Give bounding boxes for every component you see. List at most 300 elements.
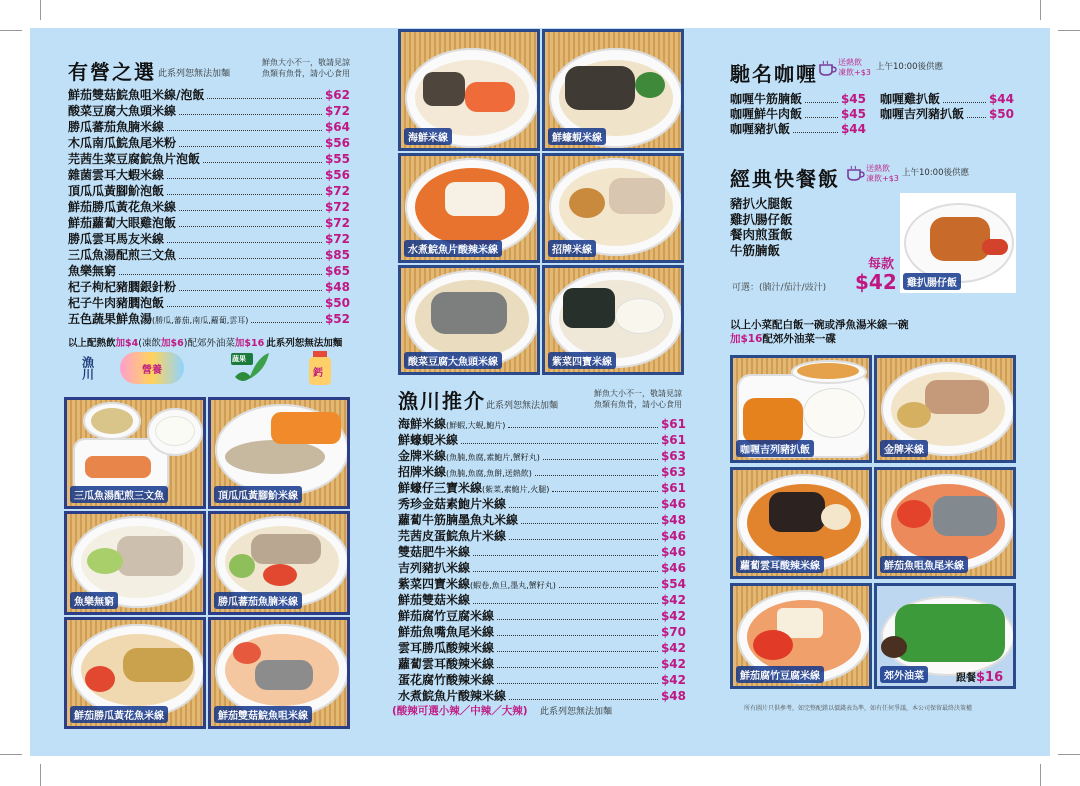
item-name: 咖喱牛筋腩飯 [730,92,803,106]
food-photo [208,397,350,509]
item-detail: (勝瓜,蕃茄,南瓜,蘿蔔,雲耳) [152,316,249,325]
leader-dots [179,114,322,115]
item-price: $72 [324,232,350,246]
addon-note [68,335,342,349]
menu-item [68,199,350,215]
greens [895,604,1005,662]
leader-dots [473,603,658,604]
menu-item [398,560,686,576]
item-name: 水煮鯇魚片酸辣米線 [398,689,507,703]
addon-price: 加$16 [234,338,265,349]
addon-price: 加$6 [160,338,184,349]
photo-caption: 勝瓜蕃茄魚腩米線 [214,592,302,609]
fish-balls [615,298,665,334]
tomato [85,666,115,692]
leader-dots [497,635,658,636]
photo-caption: 紫菜四寶米線 [548,352,616,369]
greens [87,548,123,574]
leader-dots [167,130,322,131]
food-photo [730,355,872,463]
item-name: 杞子枸杞豬膶銀針粉 [68,280,177,294]
item-price: $42 [660,657,686,671]
logo-row [68,348,350,390]
recommended-list [68,87,350,327]
menu-item [730,107,866,122]
menu-item [68,151,350,167]
item-name: 咖喱豬扒飯 [730,122,791,136]
curry-list-right [880,92,1014,122]
fish-belly [925,380,989,414]
photo-caption: 水煮鯇魚片酸辣米線 [404,240,502,257]
item-price: $56 [324,168,350,182]
curry [743,398,803,444]
sauce-options: 可選：(腩汁/茄汁/豉汁) [732,283,827,293]
item-price: $61 [660,433,686,447]
addon-text: 跟餐 [956,673,976,684]
wood-ear [769,492,825,532]
food-photo [874,355,1016,463]
tomato [233,642,261,664]
menu-item [68,87,350,103]
item-price: $46 [660,529,686,543]
item-name: 招牌米線 [398,465,447,479]
item-price: $64 [324,120,350,134]
food-photo [398,153,540,263]
leader-dots [509,539,658,540]
item-name: 雜菌雲耳大蝦米線 [68,168,165,182]
menu-item [68,231,350,247]
item-name: 勝瓜雲耳馬友米線 [68,232,165,246]
fishery-list [398,416,686,704]
crop-mark [1058,30,1080,31]
spice-options: (酸辣可選小辣／中辣／大辣) [392,705,528,717]
soup [91,408,133,434]
hot-drink-icon [846,165,866,181]
menu-item [398,592,686,608]
item-price: $55 [324,152,350,166]
menu-item [68,279,350,295]
fish [225,440,325,474]
combo-line [730,332,909,346]
leader-dots [179,146,322,147]
item-name: 鮮茄勝瓜黃花魚米線 [68,200,177,214]
addon-text: 以上配熱飲 [68,338,116,349]
section-note: 此系列恕無法加麵 [158,69,231,79]
leader-dots [967,117,986,118]
food-photo [542,29,684,151]
tomato [263,564,297,586]
photo-caption: 蘿蔔雲耳酸辣米線 [736,556,824,573]
crop-mark [40,764,41,786]
item-name: 芫茜生菜豆腐鯇魚片泡飯 [68,152,201,166]
sauce [881,636,907,658]
item-name: 蘿蔔雲耳酸辣米線 [398,657,495,671]
leader-dots [179,290,322,291]
crop-mark [0,30,22,31]
leader-dots [497,651,658,652]
food-photo [542,265,684,375]
item-name: 三瓜魚湯配煎三文魚 [68,248,177,262]
menu-item [68,135,350,151]
item-name: 雙菇肥牛米線 [398,545,471,559]
clams [423,72,465,106]
item-price: $42 [660,609,686,623]
warning-line: 魚類有魚骨，請小心食用 [262,69,350,78]
shrimp [465,82,515,112]
item-name: 蘿蔔牛筋腩墨魚丸米線 [398,513,519,527]
menu-item [398,512,686,528]
item-price: $56 [324,136,350,150]
menu-item [398,544,686,560]
leader-dots [473,555,658,556]
item-name: 咖喱雞扒飯 [880,92,941,106]
item-price: $48 [324,280,350,294]
food-photo [64,397,206,509]
addon-price: $16 [976,670,1004,685]
rice [155,416,195,446]
section-note: 此系列恕無法加麵 [486,401,559,411]
yellow-croaker [123,648,193,682]
item-price: $61 [660,481,686,495]
leader-dots [521,523,658,524]
pumpkin [271,412,341,444]
menu-item: 雞扒腸仔飯 [730,211,793,227]
section-title-recommended: 有營之選 [68,60,156,84]
menu-item [398,624,686,640]
menu-item [398,528,686,544]
leader-dots [793,132,838,133]
badge-line: 送熱飲 [866,164,890,173]
photo-caption: 三瓜魚湯配煎三文魚 [70,486,168,503]
serving-time: 上午10:00後供應 [876,62,943,72]
leader-dots [179,226,322,227]
disclaimer: 所有圖片只供參考，如完整配錯以價錢表為準，如有任何爭議，本公司保留最終決策權 [744,705,973,712]
food-photo [874,467,1016,579]
crop-mark [1040,0,1041,20]
leader-dots [805,102,838,103]
item-name: 紫菜四寶米線 [398,577,471,591]
vegetable-logo [228,348,274,388]
item-name: 鮮茄雙菇鯇魚咀米線/泡飯 [68,88,205,102]
food-photo [64,511,206,615]
logo-text: 蔬果 [232,355,246,363]
leader-dots [497,619,658,620]
warning-line: 魚類有魚骨，請小心食用 [594,400,682,409]
serving-time: 上午10:00後供應 [902,168,969,178]
item-name: 鮮蠔蜆米線 [398,433,459,447]
combo-text: 配郊外油菜一碟 [762,333,836,345]
menu-item: 牛筋腩飯 [730,242,781,258]
menu-item [398,640,686,656]
warning-line: 鮮魚大小不一，敬請見諒 [262,58,350,67]
item-name: 海鮮米線 [398,417,447,431]
item-name: 魚樂無窮 [68,264,117,278]
chicken-chop [930,217,990,261]
sausage [982,239,1008,255]
combo-line: 以上小菜配白飯一碗或淨魚湯米線一碗 [730,319,909,331]
food-photo [398,265,540,375]
crop-mark [0,754,22,755]
item-price: $46 [660,497,686,511]
item-name: 芫茜皮蛋鯇魚片米線 [398,529,507,543]
item-name: 鮮茄蘿蔔大眼雞泡飯 [68,216,177,230]
leader-dots [167,306,322,307]
fish-belly [609,178,665,214]
photo-caption: 鮮茄雙菇鯇魚咀米線 [214,706,312,723]
food-photo [64,617,206,729]
rice [803,388,865,438]
photo-caption: 招牌米線 [548,240,596,257]
menu-item [68,263,350,279]
photo-caption: 頂瓜瓜黃腳魪米線 [214,486,302,503]
photo-caption: 酸菜豆腐大魚頭米線 [404,352,502,369]
item-detail: (蝦卷,魚旦,墨丸,蟹籽丸) [470,581,556,590]
item-name: 吉列豬扒米線 [398,561,471,575]
fish-cake [569,188,605,218]
fish-head [933,496,997,536]
photo-caption: 郊外油菜 [880,666,928,683]
item-price: $72 [324,104,350,118]
item-price: $48 [660,513,686,527]
leader-dots [943,102,986,103]
curry-list-left [730,92,866,137]
section-title-fishery: 漁川推介 [398,389,486,413]
photo-caption: 魚樂無窮 [70,592,118,609]
menu-item [68,119,350,135]
item-price: $42 [660,593,686,607]
leader-dots [179,210,322,211]
seaweed [563,288,615,328]
menu-item [68,295,350,311]
item-detail: (鮮蝦,大蜆,鮑片) [446,421,506,430]
badge-line: 送熱飲 [838,58,862,67]
fast-food-list [730,196,793,258]
per-item-label: 每款 [868,257,895,272]
cilantro [635,72,665,98]
leader-dots [805,117,838,118]
item-price: $44 [988,92,1014,106]
menu-item [68,183,350,199]
menu-item [68,167,350,183]
leader-dots [203,162,322,163]
item-detail: (魚腩,魚腐,魚餅,送熱飲) [446,469,532,478]
food-photo [730,583,872,689]
menu-item [398,496,686,512]
menu-item [398,448,686,464]
tomato [753,630,793,660]
leader-dots [509,699,658,700]
fish [251,534,321,564]
menu-item [398,480,686,496]
fish-balls [897,402,931,428]
drink-badge [866,164,899,184]
addon-price: 加$4 [115,338,139,349]
leader-dots [473,571,658,572]
food-photo [542,153,684,263]
leader-dots [508,427,658,428]
item-price: $72 [324,184,350,198]
calcium-logo [304,348,336,388]
menu-item [398,416,686,432]
fast-food-price: $42 [855,270,897,294]
menu-item [880,107,1014,122]
item-price: $52 [324,312,350,326]
item-name: 鮮蠔仔三寶米線 [398,481,483,495]
food-photo [730,467,872,579]
drink-badge [838,58,871,78]
fish-warning [594,388,682,410]
addon-text: 此系列恕無法加麵 [266,338,343,349]
item-price: $46 [660,561,686,575]
leader-dots [167,178,322,179]
food-photo [900,193,1016,293]
menu-item [398,688,686,704]
item-price: $72 [324,200,350,214]
menu-item [68,311,350,327]
item-price: $63 [660,465,686,479]
menu-item: 豬扒火腿飯 [730,196,793,211]
addon-text: (凍飲 [138,338,161,349]
item-detail: (紫菜,素鮑片,火腿) [482,485,550,494]
item-price: $61 [660,417,686,431]
leader-dots [543,459,658,460]
crop-mark [40,0,41,20]
warning-line: 鮮魚大小不一，敬請見諒 [594,389,682,398]
item-name: 頂瓜瓜黃腳魪泡飯 [68,184,165,198]
combo-note [730,318,909,346]
item-name: 鮮茄雙菇米線 [398,593,471,607]
crop-mark [1058,754,1080,755]
crop-mark [1040,764,1041,786]
item-name: 鮮茄腐竹豆腐米線 [398,609,495,623]
item-price: $44 [840,122,866,136]
photo-caption: 鮮蠔蜆米線 [548,128,606,145]
menu-item [398,608,686,624]
leader-dots [535,475,658,476]
photo-caption: 海鮮米線 [404,128,452,145]
logo-text: 鈣 [313,368,323,379]
item-price: $50 [324,296,350,310]
item-price: $45 [840,92,866,106]
food-photo [208,511,350,615]
food-photo [208,617,350,729]
menu-item [398,656,686,672]
fish [117,536,183,576]
item-name: 鮮茄魚嘴魚尾米線 [398,625,495,639]
leader-dots [179,258,322,259]
leader-dots [497,683,658,684]
item-price: $63 [660,449,686,463]
item-name: 杞子牛肉豬膶泡飯 [68,296,165,310]
oysters [565,66,635,110]
leader-dots [251,322,322,323]
item-price: $62 [324,88,350,102]
photo-caption: 雞扒腸仔飯 [903,273,961,290]
set-meal-addon [956,669,1003,685]
leader-dots [509,507,658,508]
fish-head [255,660,313,690]
item-detail: (魚腩,魚腐,素鮑片,蟹籽丸) [446,453,540,462]
item-name: 雲耳勝瓜酸辣米線 [398,641,495,655]
tomato [897,500,931,528]
menu-item [398,432,686,448]
soup [797,363,859,379]
menu-item [880,92,1014,107]
badge-line: 凍飲+$3 [866,174,899,183]
item-name: 木瓜南瓜鯇魚尾米粉 [68,136,177,150]
item-price: $70 [660,625,686,639]
leader-dots [559,587,658,588]
photo-caption: 鮮茄魚咀魚尾米線 [880,556,968,573]
item-price: $85 [324,248,350,262]
logo-text: 營養 [142,364,162,376]
item-price: $42 [660,673,686,687]
salmon [85,456,151,478]
item-name: 蛋花腐竹酸辣米線 [398,673,495,687]
section-note: 此系列恕無法加麵 [540,707,613,717]
menu-item: 餐肉煎蛋飯 [730,227,793,242]
leader-dots [552,491,658,492]
leader-dots [497,667,658,668]
menu-item [398,672,686,688]
item-price: $72 [324,216,350,230]
leader-dots [207,98,322,99]
leader-dots [167,194,322,195]
leader-dots [461,443,658,444]
item-price: $45 [840,107,866,121]
radish [821,504,851,530]
photo-caption: 鮮茄勝瓜黃花魚米線 [70,706,168,723]
item-name: 金牌米線 [398,449,447,463]
item-name: 秀珍金菇素鮑片米線 [398,497,507,511]
item-name: 咖喱鮮牛肉飯 [730,107,803,121]
section-title-curry: 馳名咖喱 [730,62,818,86]
addon-text: )配郊外油菜 [183,338,235,349]
photo-caption: 咖喱吉列豬扒飯 [736,440,814,457]
section-title-fast-food: 經典快餐飯 [730,167,840,191]
hot-drink-icon [818,60,838,76]
menu-item [68,215,350,231]
leader-dots [119,274,322,275]
logo-text: 漁川 [80,356,95,380]
photo-caption: 金牌米線 [880,440,928,457]
item-price: $65 [324,264,350,278]
menu-item [730,122,866,137]
menu-item [730,92,866,107]
leader-dots [167,242,322,243]
menu-item [398,576,686,592]
item-name: 咖喱吉列豬扒飯 [880,107,965,121]
badge-line: 凍飲+$3 [838,68,871,77]
item-price: $48 [660,689,686,703]
menu-item [398,464,686,480]
item-price: $46 [660,545,686,559]
menu-item [68,247,350,263]
item-name: 勝瓜蕃茄魚腩米線 [68,120,165,134]
fish-head [431,292,507,334]
item-name: 五色蔬果鮮魚湯 [68,312,153,326]
fish-logo [68,348,108,388]
item-name: 酸菜豆腐大魚頭米線 [68,104,177,118]
loofah [229,554,255,578]
food-photo [398,29,540,151]
photo-caption: 鮮茄腐竹豆腐米線 [736,666,824,683]
item-price: $54 [660,577,686,591]
fish-warning [262,57,350,79]
combo-price: 加$16 [730,333,763,345]
item-price: $42 [660,641,686,655]
menu-item [68,103,350,119]
